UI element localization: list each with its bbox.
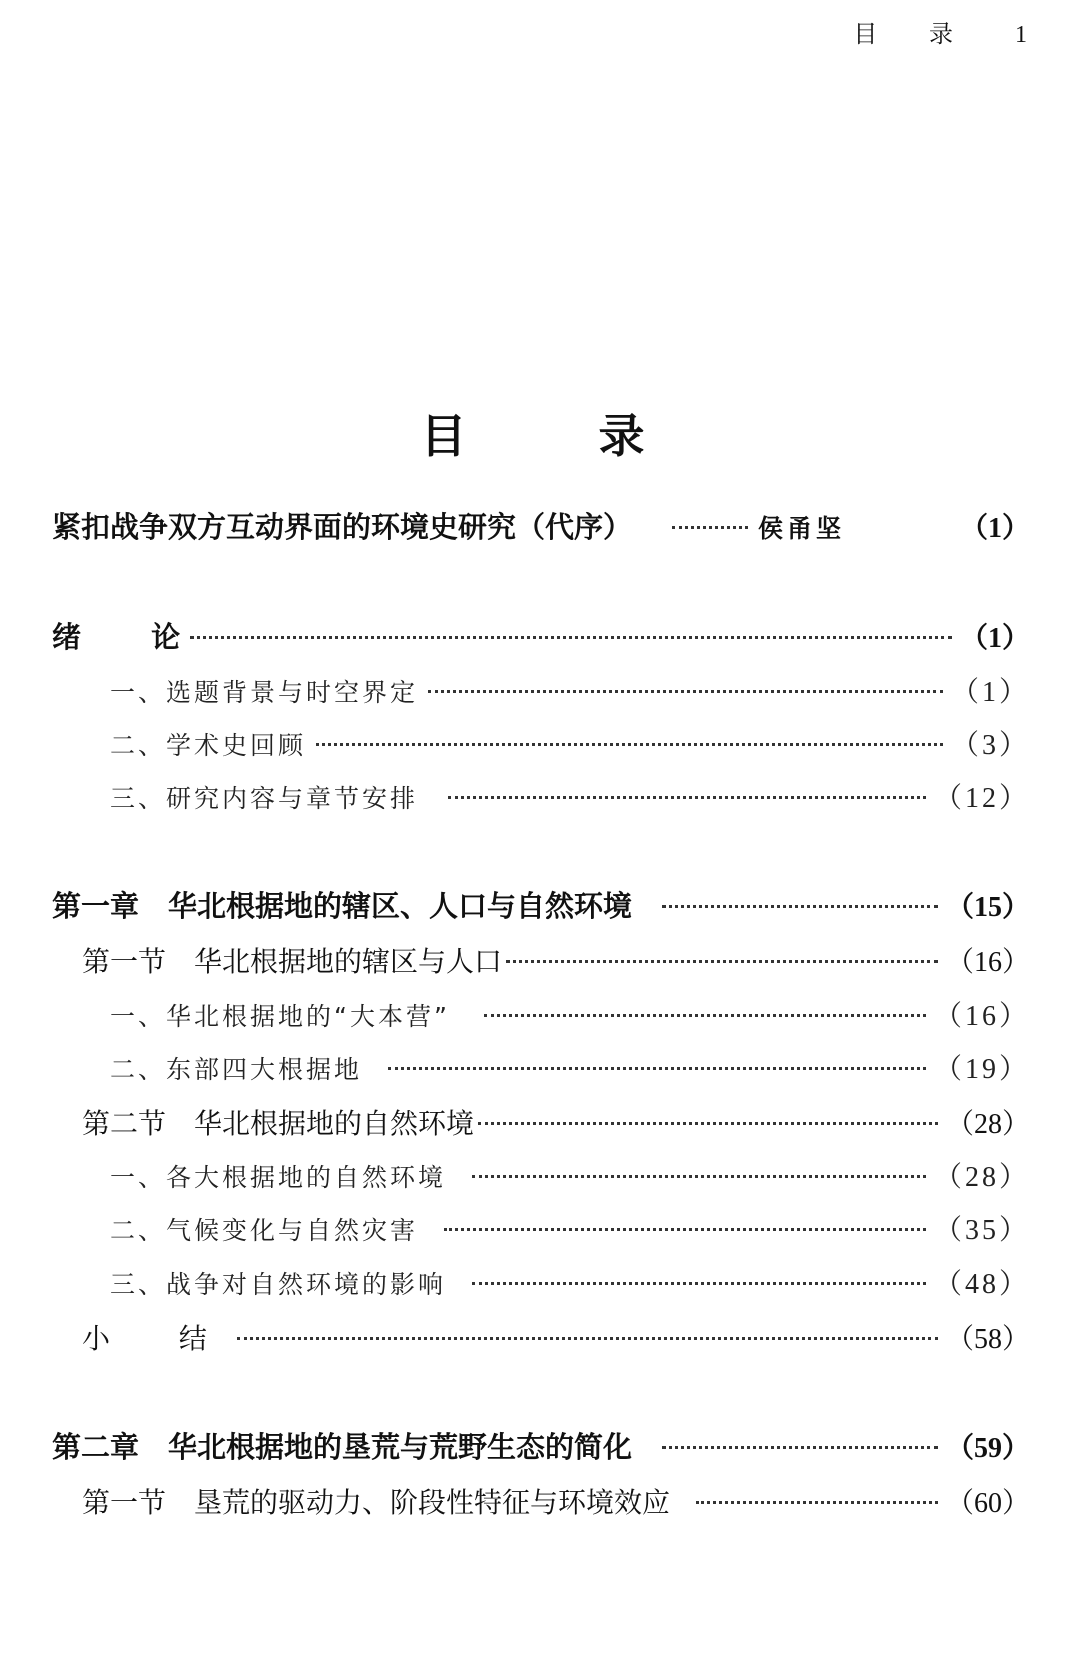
- dot-leader: [506, 960, 938, 963]
- toc-entry-ch1-s2[interactable]: [52, 1102, 1030, 1142]
- toc-label: 第一节 华北根据地的辖区与人口: [82, 945, 503, 978]
- toc-label: 紧扣战争双方互动界面的环境史研究（代序）: [52, 510, 633, 544]
- toc-page: （28）: [933, 1162, 1030, 1193]
- toc-page: （16）: [945, 947, 1030, 978]
- toc-label: 二、学术史回顾: [110, 731, 307, 760]
- toc-label: 二、东部四大根据地: [110, 1055, 363, 1084]
- dot-leader: [316, 743, 943, 746]
- toc-page: （16）: [933, 1001, 1030, 1032]
- toc-entry-ch2[interactable]: [52, 1425, 1030, 1466]
- toc-label: 一、各大根据地的自然环境: [110, 1163, 447, 1192]
- dot-leader: [444, 1228, 926, 1231]
- toc-label: 一、华北根据地的“大本营”: [110, 1002, 450, 1031]
- dot-leader: [484, 1014, 926, 1017]
- toc-entry-ch1-s2-1[interactable]: [52, 1155, 1030, 1195]
- dot-leader: [672, 526, 748, 529]
- toc-entry-ch1-s1[interactable]: [52, 940, 1030, 980]
- toc-entry-intro[interactable]: [52, 615, 1030, 656]
- dot-leader: [662, 905, 938, 908]
- toc-page: （58）: [945, 1324, 1030, 1355]
- dot-leader: [662, 1446, 938, 1449]
- toc-page: （15）: [945, 892, 1030, 923]
- page-number: 1: [1015, 22, 1027, 48]
- toc-page: （3）: [950, 730, 1030, 761]
- toc-page: （19）: [933, 1054, 1030, 1085]
- toc-entry-ch1-s2-2[interactable]: [52, 1208, 1030, 1248]
- toc-page: （1）: [959, 623, 1030, 654]
- toc-label: 三、研究内容与章节安排: [110, 784, 419, 813]
- toc-label: 第一节 垦荒的驱动力、阶段性特征与环境效应: [82, 1486, 671, 1519]
- toc-label: 第一章 华北根据地的辖区、人口与自然环境: [52, 889, 633, 923]
- toc-label: 第二节 华北根据地的自然环境: [82, 1107, 475, 1140]
- toc-page: （35）: [933, 1215, 1030, 1246]
- toc-page: （1）: [950, 677, 1030, 708]
- toc-page: （1）: [959, 513, 1030, 544]
- toc-label: 绪 论: [52, 620, 211, 654]
- toc-entry-ch1-s2-3[interactable]: [52, 1262, 1030, 1302]
- toc-page: （28）: [945, 1109, 1030, 1140]
- toc-entry-intro-2[interactable]: [52, 723, 1030, 763]
- dot-leader: [190, 636, 952, 639]
- toc-page: （48）: [933, 1269, 1030, 1300]
- toc-label: 二、气候变化与自然灾害: [110, 1216, 419, 1245]
- toc-label: 三、战争对自然环境的影响: [110, 1270, 447, 1299]
- dot-leader: [448, 796, 926, 799]
- toc-label: 一、选题背景与时空界定: [110, 678, 419, 707]
- dot-leader: [237, 1337, 938, 1340]
- toc-entry-preface[interactable]: [52, 505, 1030, 546]
- toc-page: （59）: [945, 1433, 1030, 1464]
- toc-entry-ch1-s1-1[interactable]: [52, 994, 1030, 1034]
- toc-author: 侯甬坚: [758, 514, 846, 543]
- dot-leader: [696, 1501, 938, 1504]
- toc-page: （60）: [945, 1488, 1030, 1519]
- page-title: 目 录: [420, 409, 703, 463]
- toc-entry-ch1[interactable]: [52, 884, 1030, 925]
- toc-entry-ch1-s1-2[interactable]: [52, 1047, 1030, 1087]
- dot-leader: [472, 1282, 926, 1285]
- toc-entry-intro-1[interactable]: [52, 670, 1030, 710]
- running-title: 目 录: [853, 20, 975, 48]
- dot-leader: [428, 690, 943, 693]
- toc-entry-ch2-s1[interactable]: [52, 1481, 1030, 1521]
- toc-label: 小 结: [82, 1322, 237, 1355]
- toc-entry-ch1-summary[interactable]: [52, 1317, 1030, 1357]
- toc-entry-intro-3[interactable]: [52, 776, 1030, 816]
- dot-leader: [478, 1122, 938, 1125]
- dot-leader: [388, 1067, 926, 1070]
- toc-page: （12）: [933, 783, 1030, 814]
- toc-label: 第二章 华北根据地的垦荒与荒野生态的简化: [52, 1430, 633, 1464]
- dot-leader: [472, 1175, 926, 1178]
- running-header: [853, 14, 1027, 49]
